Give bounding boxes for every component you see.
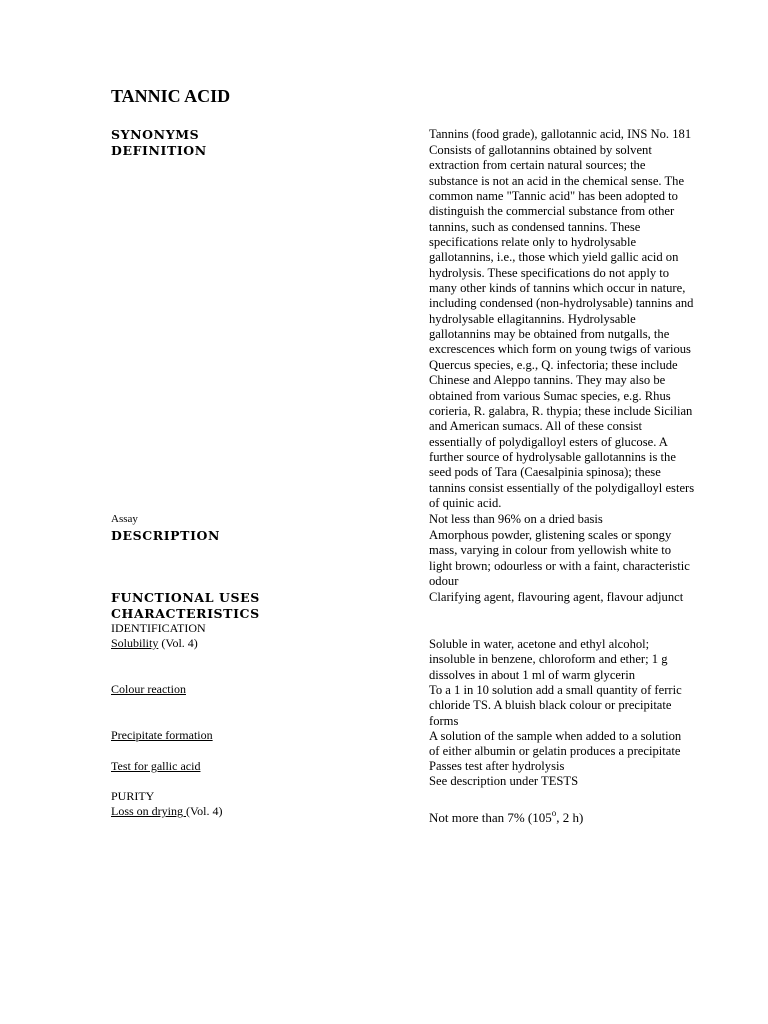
loss-on-drying-label-text: Loss on drying	[111, 804, 186, 818]
definition-line: essentially of polydigalloyl esters of glucose. A	[429, 434, 668, 449]
gallic-acid-label-text: Test for gallic acid	[111, 759, 201, 773]
definition-line: common name "Tannic acid" has been adopted to	[429, 189, 678, 204]
characteristics-heading: CHARACTERISTICS	[111, 606, 260, 621]
definition-line: hydrolysable ellagitannins. Hydrolysable	[429, 311, 636, 326]
gallic-acid-label	[111, 759, 200, 774]
colour-reaction-text	[429, 683, 734, 729]
precipitate-formation-line: of either albumin or gelatin produces a precipitate	[429, 744, 681, 759]
description-line: Amorphous powder, glistening scales or spongy	[429, 528, 672, 542]
precipitate-formation-text	[429, 729, 734, 760]
loss-on-drying-suffix: , 2 h)	[556, 810, 584, 825]
loss-on-drying-value	[429, 810, 734, 825]
assay-text: Not less than 96% on a dried basis	[429, 512, 603, 526]
functional-uses-label: FUNCTIONAL USES	[111, 590, 260, 605]
loss-on-drying-text	[429, 810, 734, 825]
definition-line: hydrolysis. These specifications do not apply to	[429, 265, 670, 280]
precipitate-formation-label	[111, 728, 213, 743]
definition-line: including condensed (non-hydrolysable) tannins and	[429, 296, 694, 311]
functional-uses-text: Clarifying agent, flavouring agent, flavour adjunct	[429, 590, 684, 604]
definition-line: obtained from various Sumac species, e.g. Rhus	[429, 388, 671, 403]
definition-line: Chinese and Aleppo tannins. They may also be	[429, 373, 666, 388]
solubility-label	[111, 636, 198, 651]
gallic-acid-text	[429, 759, 734, 790]
gallic-acid-line: Passes test after hydrolysis	[429, 759, 565, 773]
synonyms-value	[429, 127, 734, 142]
loss-on-drying-label	[111, 804, 222, 819]
definition-line: of quinic acid.	[429, 495, 502, 510]
definition-line: tannins, such as condensed tannins. These	[429, 219, 641, 234]
description-line: mass, varying in colour from yellowish white to	[429, 543, 672, 558]
definition-line: and American sumacs. All of these consist	[429, 419, 642, 434]
definition-line: corieria, R. galabra, R. thypia; these include Sicilian	[429, 403, 693, 418]
description-label: DESCRIPTION	[111, 528, 221, 543]
definition-label: DEFINITION	[111, 143, 207, 158]
precipitate-formation-label-text: Precipitate formation	[111, 728, 213, 742]
precipitate-formation-line: A solution of the sample when added to a solution	[429, 729, 682, 743]
definition-line: extraction from certain natural sources; the	[429, 158, 646, 173]
colour-reaction-line: forms	[429, 713, 459, 728]
solubility-line: dissolves in about 1 ml of warm glycerin	[429, 667, 636, 682]
assay-label: Assay	[111, 513, 138, 525]
definition-line: tannins consist essentially of the polydigalloyl esters	[429, 480, 695, 495]
description-line: odour	[429, 574, 459, 589]
definition-line: substance is not an acid in the chemical sense. The	[429, 173, 685, 188]
identification-heading: IDENTIFICATION	[111, 621, 206, 635]
definition-line: gallotannins may be obtained from nutgalls, the	[429, 327, 670, 342]
definition-line: excrescences which form on young twigs of various	[429, 342, 691, 357]
definition-line: gallotannins, i.e., those which yield gallic acid on	[429, 250, 679, 265]
synonyms-text: Tannins (food grade), gallotannic acid, INS No. 181	[429, 127, 692, 141]
definition-line: specifications relate only to hydrolysable	[429, 235, 637, 250]
definition-line: many other kinds of tannins which occur in nature,	[429, 281, 686, 296]
solubility-label-text: Solubility	[111, 636, 159, 650]
colour-reaction-label-text: Colour reaction	[111, 682, 186, 696]
loss-on-drying-prefix: Not more than 7% (105	[429, 810, 552, 825]
colour-reaction-label	[111, 682, 186, 697]
degree-sign: o	[551, 808, 557, 818]
definition-line: distinguish the commercial substance from other	[429, 204, 675, 219]
page-title: TANNIC ACID	[111, 86, 231, 106]
definition-line: Quercus species, e.g., Q. infectoria; these include	[429, 357, 678, 372]
functional-uses-value	[429, 590, 734, 605]
loss-on-drying-ref: (Vol. 4)	[186, 804, 223, 818]
assay-value	[429, 512, 734, 527]
synonyms-label: SYNONYMS	[111, 127, 200, 142]
solubility-line: insoluble in benzene, chloroform and ether; 1 g	[429, 652, 668, 667]
description-line: light brown; odourless or with a faint, characteristic	[429, 558, 690, 573]
solubility-text	[429, 637, 734, 683]
definition-text	[429, 143, 734, 511]
solubility-line: Soluble in water, acetone and ethyl alcohol;	[429, 637, 650, 651]
colour-reaction-line: chloride TS. A bluish black colour or precipitate	[429, 698, 672, 713]
colour-reaction-line: To a 1 in 10 solution add a small quantity of ferric	[429, 683, 682, 697]
gallic-acid-line: See description under TESTS	[429, 774, 579, 789]
definition-line: further source of hydrolysable gallotannins is the	[429, 449, 676, 464]
definition-line: seed pods of Tara (Caesalpinia spinosa); these	[429, 465, 661, 480]
purity-heading: PURITY	[111, 789, 155, 803]
description-text	[429, 528, 734, 589]
definition-line: Consists of gallotannins obtained by solvent	[429, 143, 652, 157]
solubility-ref: (Vol. 4)	[158, 636, 198, 650]
